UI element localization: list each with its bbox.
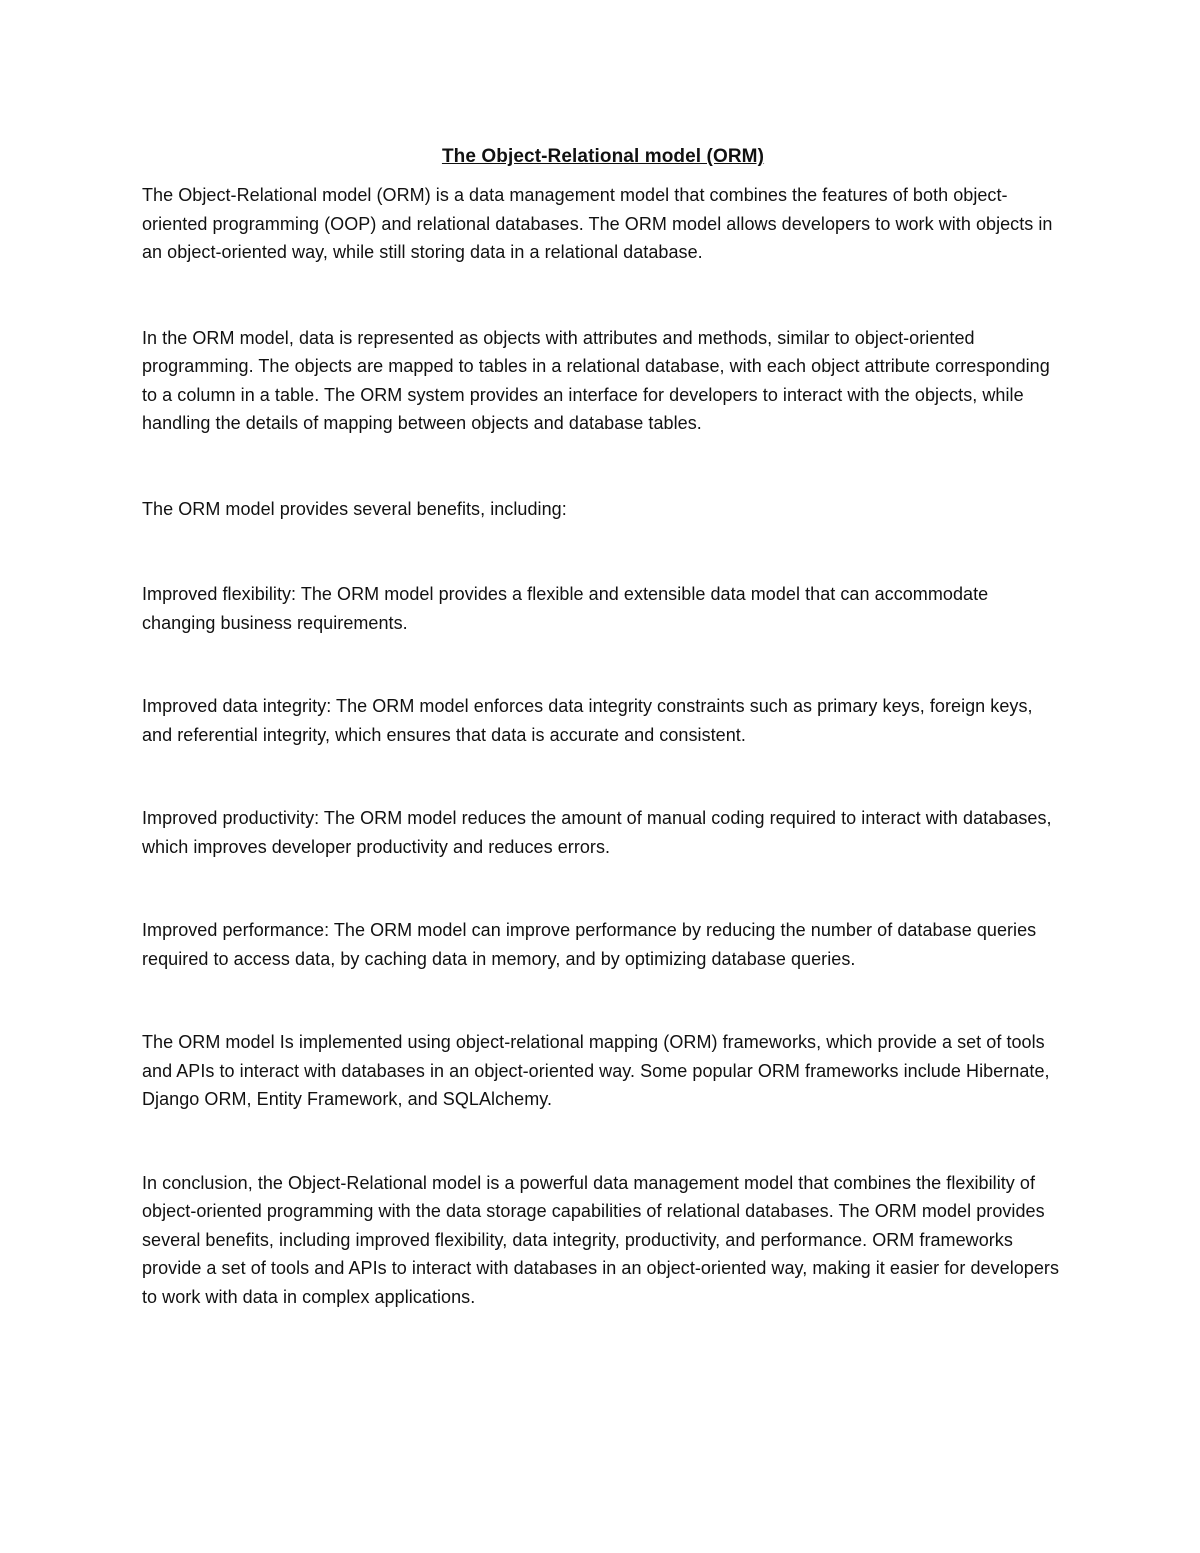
paragraph-benefit-flexibility: Improved flexibility: The ORM model provides a flexible and extensible data model that can accommodate changing business requirements.	[142, 584, 989, 633]
paragraph-benefits-intro: The ORM model provides several benefits, including:	[142, 498, 567, 519]
paragraph-benefit-integrity: Improved data integrity: The ORM model enforces data integrity constraints such as primary keys, foreign keys, and referential integrity, which ensures that data is accurate and consistent.	[142, 696, 1033, 745]
paragraph-representation: In the ORM model, data is represented as objects with attributes and methods, similar to object-oriented programming. The objects are mapped to tables in a relational database, with each object attribute corresponding to a column in a table. The ORM system provides an interface for developers to interact with the objects, while handling the details of mapping between objects and database tables.	[142, 327, 1050, 433]
paragraph-benefit-productivity: Improved productivity: The ORM model reduces the amount of manual coding required to interact with databases, which improves developer productivity and reduces errors.	[142, 808, 1052, 857]
paragraph-conclusion: In conclusion, the Object-Relational model is a powerful data management model that combines the flexibility of object-oriented programming with the data storage capabilities of relational databases. The ORM model provides several benefits, including improved flexibility, data integrity, productivity, and performance. ORM frameworks provide a set of tools and APIs to interact with databases in an object-oriented way, making it easier for developers to work with data in complex applications.	[142, 1172, 1060, 1307]
paragraph-implementation: The ORM model Is implemented using object-relational mapping (ORM) frameworks, which provide a set of tools and APIs to interact with databases in an object-oriented way. Some popular ORM frameworks include Hibernate, Django ORM, Entity Framework, and SQLAlchemy.	[142, 1032, 1050, 1109]
document-body	[142, 143, 1064, 1311]
paragraph-benefit-performance: Improved performance: The ORM model can improve performance by reducing the number of database queries required to access data, by caching data in memory, and by optimizing database queries.	[142, 920, 1037, 969]
paragraph-intro: The Object-Relational model (ORM) is a data management model that combines the features of both object-oriented programming (OOP) and relational databases. The ORM model allows developers to work with objects in an object-oriented way, while still storing data in a relational database.	[142, 185, 1053, 262]
document-title: The Object-Relational model (ORM)	[441, 146, 765, 167]
